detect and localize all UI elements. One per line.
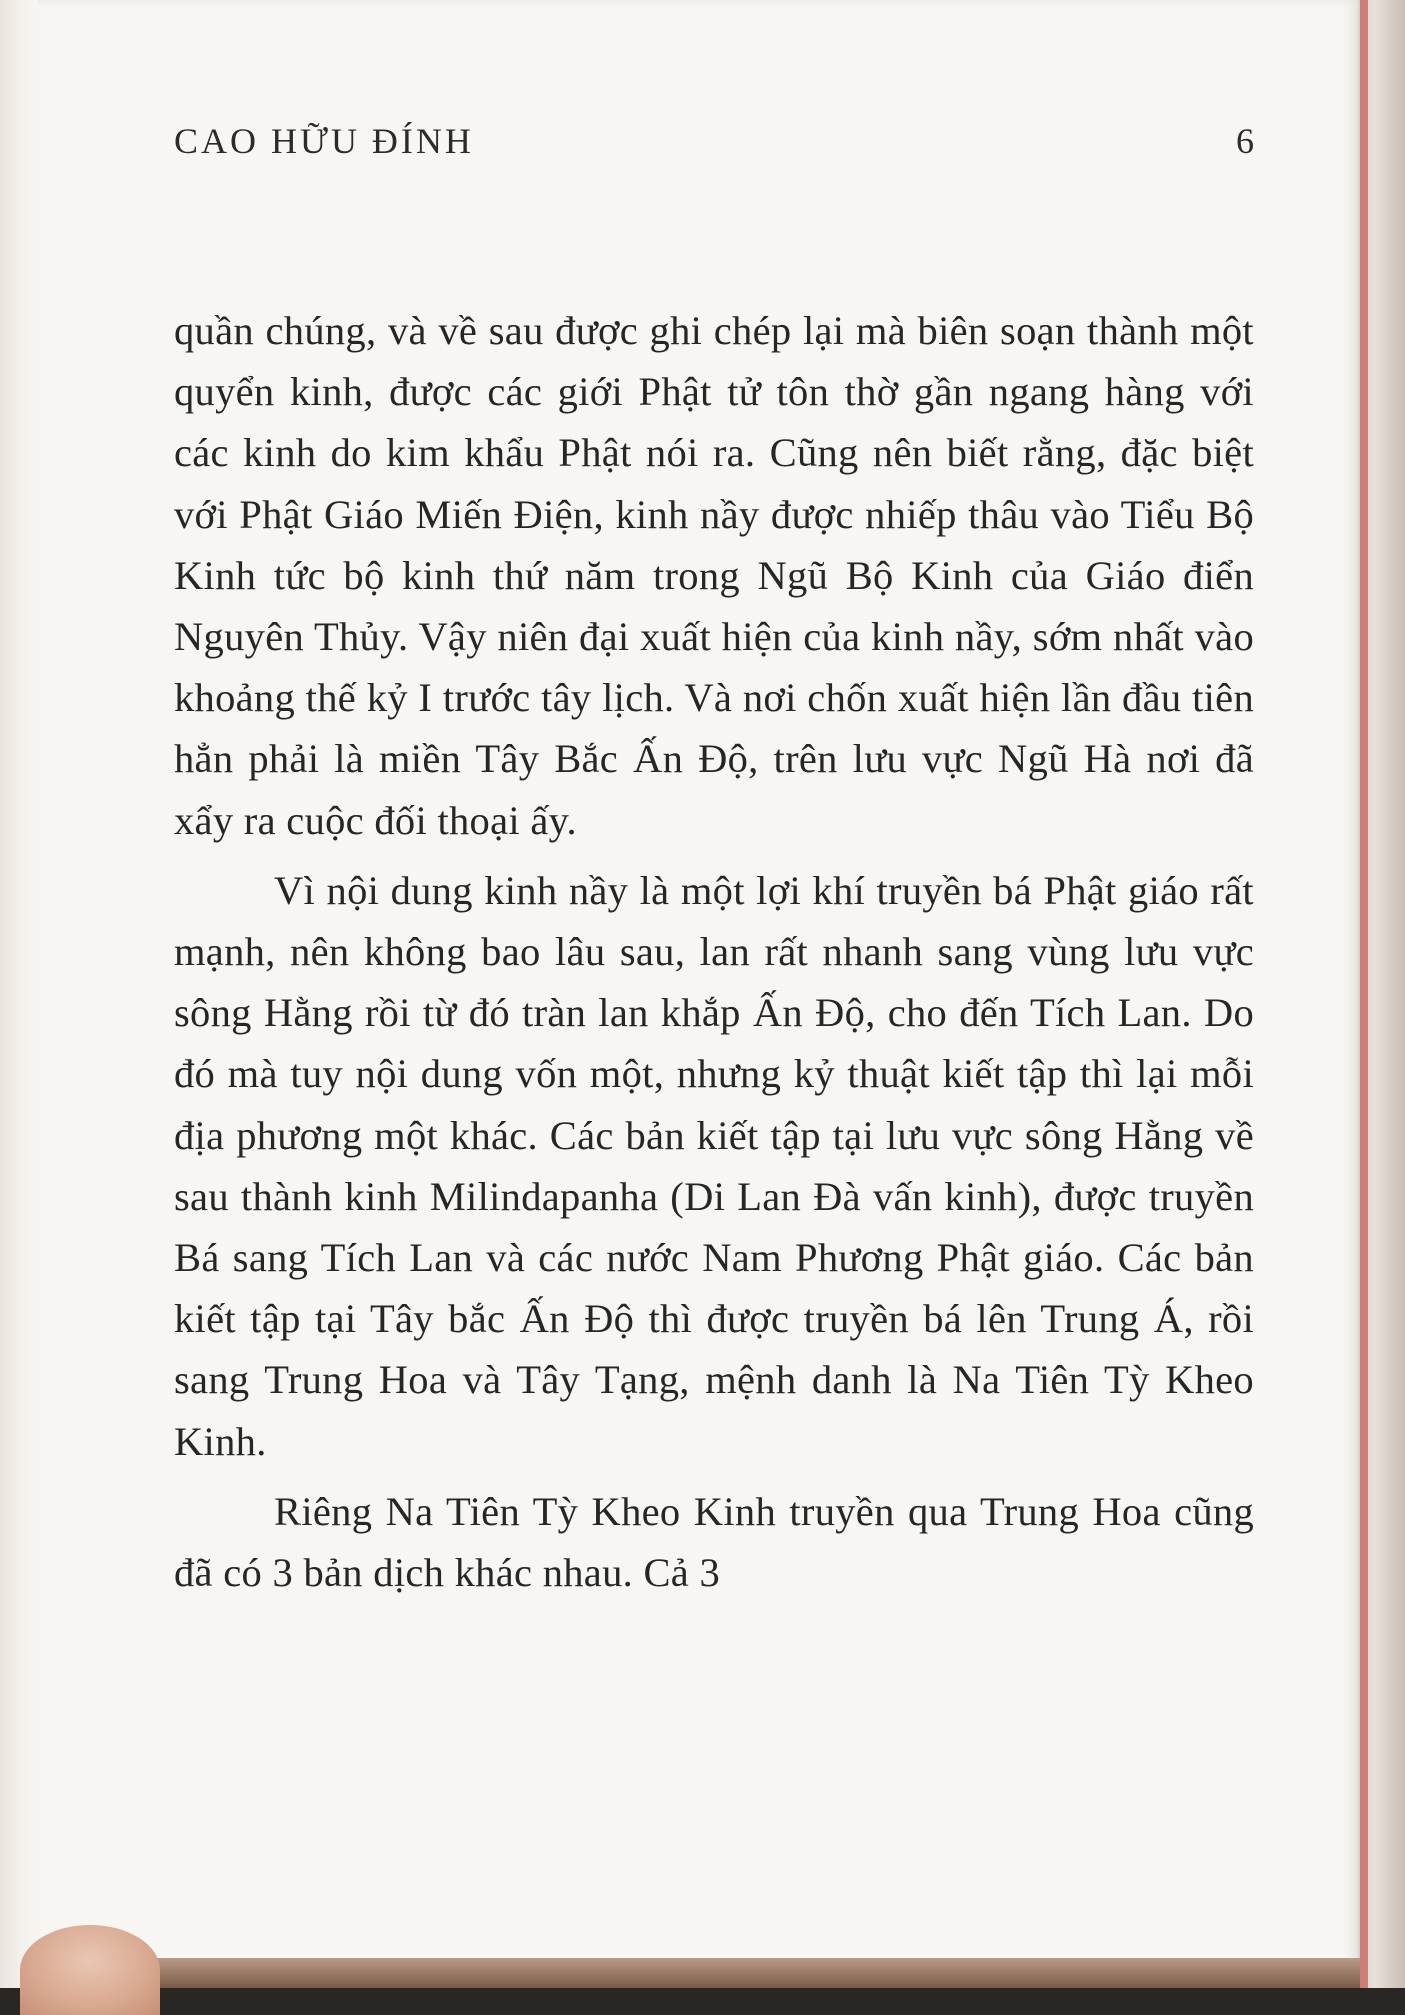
body-text — [174, 300, 1254, 1603]
thumb-holding-book — [20, 1925, 160, 2015]
running-head-author: CAO HỮU ĐÍNH — [174, 121, 474, 161]
paragraph: Vì nội dung kinh nầy là một lợi khí truyền bá Phật giáo rất mạnh, nên không bao lâu sau, lan rất nhanh sang vùng lưu vực sông Hằng rồi từ đó tràn lan khắp Ấn Độ, cho đến Tích Lan. Do đó mà tuy nội dung vốn một, nhưng kỷ thuật kiết tập thì lại mỗi địa phương một khác. Các bản kiết tập tại lưu vực sông Hằng về sau thành kinh Milindapanha (Di Lan Đà vấn kinh), được truyền Bá sang Tích Lan và các nước Nam Phương Phật giáo. Các bản kiết tập tại Tây bắc Ấn Độ thì được truyền bá lên Trung Á, rồi sang Trung Hoa và Tây Tạng, mệnh danh là Na Tiên Tỳ Kheo Kinh. — [174, 867, 1254, 1464]
book-bottom-edge — [130, 1958, 1360, 1988]
book-binding-strip — [1360, 0, 1368, 1988]
page-header — [174, 120, 1254, 180]
page-number: 6 — [1236, 121, 1254, 161]
paragraph-continued: quần chúng, và về sau được ghi chép lại mà biên soạn thành một quyển kinh, được các giới Phật tử tôn thờ gần ngang hàng với các kinh do kim khẩu Phật nói ra. Cũng nên biết rằng, đặc biệt với Phật Giáo Miến Điện, kinh nầy được nhiếp thâu vào Tiểu Bộ Kinh tức bộ kinh thứ năm trong Ngũ Bộ Kinh của Giáo điển Nguyên Thủy. Vậy niên đại xuất hiện của kinh nầy, sớm nhất vào khoảng thế kỷ I trước tây lịch. Và nơi chốn xuất hiện lần đầu tiên hẳn phải là miền Tây Bắc Ấn Độ, trên lưu vực Ngũ Hà nơi đã xẩy ra cuộc đối thoại ấy. — [174, 308, 1254, 843]
paragraph: Riêng Na Tiên Tỳ Kheo Kinh truyền qua Trung Hoa cũng đã có 3 bản dịch khác nhau. Cả 3 — [174, 1488, 1254, 1596]
scan-left-margin — [0, 0, 40, 1988]
